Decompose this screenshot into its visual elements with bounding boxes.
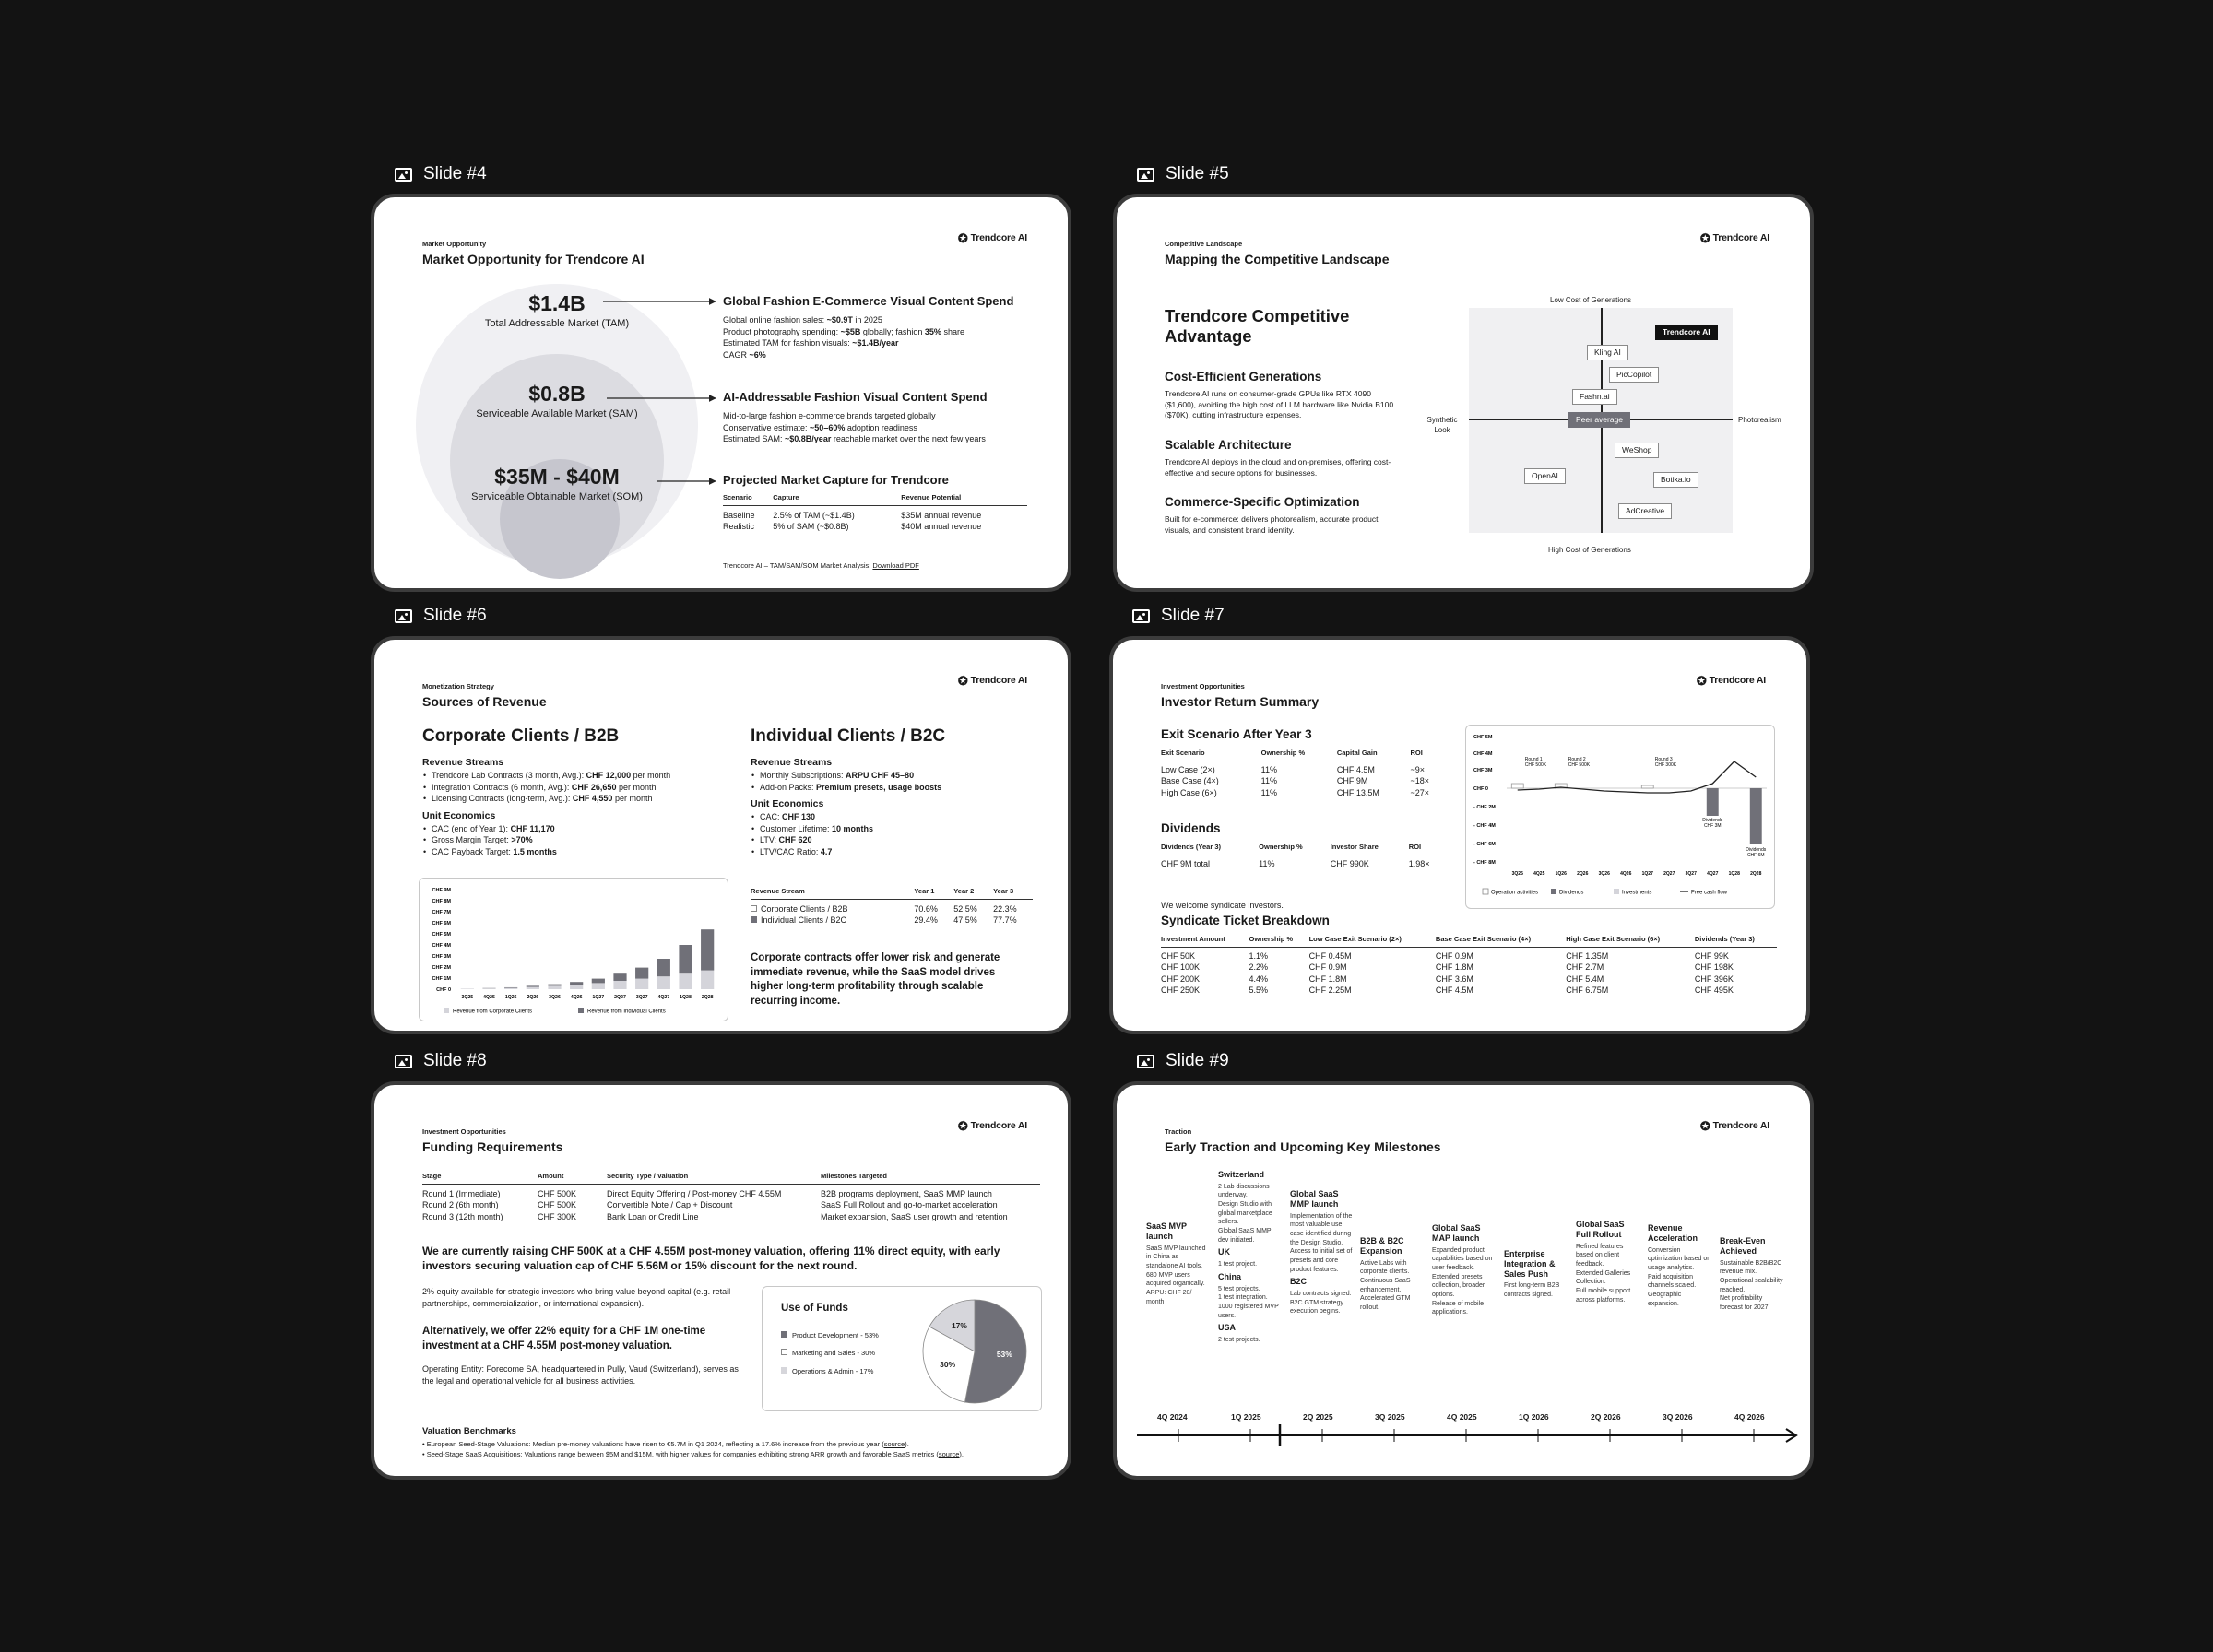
legend-label: Free cash flow <box>1691 890 1728 896</box>
syndicate-heading: Syndicate Ticket Breakdown <box>1161 914 1330 927</box>
y-tick-label: CHF 2M <box>432 965 451 971</box>
legend-swatch <box>1551 889 1556 894</box>
milestone: B2B & B2C Expansion Active Labs with corporate clients. Continuous SaaS enhancement. Accelerated GTM rollout. <box>1360 1236 1411 1311</box>
y-tick-label: - CHF 6M <box>1473 842 1496 847</box>
raise-statement: We are currently raising CHF 500K at a CHF 4.55M post-money valuation, offering 11% direct equity, with early investors securing valuation cap of CHF 5.56M or 15% discount for the next round. <box>422 1245 1000 1273</box>
point-title: Commerce-Specific Optimization <box>1165 495 1360 509</box>
x-tick-label: 2Q28 <box>701 995 714 1000</box>
g1-line-3: Estimated TAM for fashion visuals: ~$1.4B/year <box>723 338 899 348</box>
y-tick-label: CHF 8M <box>432 899 451 904</box>
logo: ✪ Trendcore AI <box>1696 674 1766 689</box>
point-adcreative: AdCreative <box>1618 503 1672 519</box>
b2b-streams-title: Revenue Streams <box>422 757 504 769</box>
x-tick-label: 1Q26 <box>1555 871 1567 877</box>
logo: ✪ Trendcore AI <box>1699 231 1769 246</box>
bar-corporate <box>570 985 583 989</box>
bar-investment <box>1641 785 1653 788</box>
alternative-offer: Alternatively, we offer 22% equity for a CHF 1M one-time investment at a CHF 4.55M post-money valuation. <box>422 1326 706 1351</box>
bar-individual <box>548 985 561 986</box>
bar-corporate <box>461 988 474 989</box>
logo-icon: ✪ <box>957 674 968 689</box>
slide-label-4[interactable]: Slide #4 <box>395 160 487 188</box>
funds-pie <box>917 1294 1032 1409</box>
y-tick-label: CHF 5M <box>432 932 451 938</box>
b2b-heading: Corporate Clients / B2B <box>422 726 620 746</box>
dividend-annotation: Dividends CHF 6M <box>1746 847 1767 858</box>
legend-label: Operation activities <box>1491 890 1539 896</box>
legend-label: Revenue from Corporate Clients <box>453 1009 533 1015</box>
logo-icon: ✪ <box>1699 1119 1710 1134</box>
x-tick-label: 1Q26 <box>504 995 517 1000</box>
source-link[interactable]: source <box>883 1440 905 1448</box>
pie-label: 30% <box>940 1359 956 1369</box>
x-tick-label: 4Q26 <box>570 995 583 1000</box>
positioning-map <box>1469 308 1733 533</box>
legend-swatch <box>781 1367 787 1374</box>
milestone: Global SaaS MAP launch Expanded product capabilities based on user feedback. Extended presets collection, broader options. Release of mobile applications. <box>1432 1223 1493 1316</box>
bar-individual <box>701 929 714 970</box>
y-tick-label: - CHF 2M <box>1473 805 1496 810</box>
bar-individual <box>592 979 605 984</box>
quarter-label: 4Q 2024 <box>1157 1412 1188 1422</box>
y-tick-label: CHF 9M <box>432 888 451 893</box>
footnote: Trendcore AI – TAM/SAM/SOM Market Analysis: Download PDF <box>723 561 919 570</box>
y-tick-label: CHF 4M <box>1473 751 1493 757</box>
legend-label: Investments <box>1622 890 1652 896</box>
y-tick-label: - CHF 4M <box>1473 823 1496 829</box>
point-title: Cost-Efficient Generations <box>1165 370 1322 384</box>
point-title: Scalable Architecture <box>1165 438 1292 452</box>
bar-individual <box>570 982 583 985</box>
benchmarks-heading: Valuation Benchmarks <box>422 1426 516 1436</box>
image-icon <box>1137 168 1154 182</box>
fund-item: Marketing and Sales - 30% <box>781 1349 879 1358</box>
bar-corporate <box>679 974 692 989</box>
image-icon <box>395 1055 412 1068</box>
kicker: Investment Opportunities <box>1161 682 1245 690</box>
image-icon <box>395 609 412 623</box>
cashflow-chart-svg <box>1466 726 1774 908</box>
syndicate-table: Investment Amount Ownership % Low Case Exit Scenario (2×) Base Case Exit Scenario (4×) High Case Exit Scenario (6×) Dividends (Year 3) CHF 50K 1.1% CHF 0.45M CHF 0.9M CHF 1.35M CHF 99K CHF 100K 2.2% CHF 0.9M CHF 1.8M CHF 2.7M CHF 198K CHF 200K 4.4% CHF 1.8M CHF 3.6M CHF 5.4M CHF 396K CHF 250K 5.5% CHF 2.25M CHF 4.5M CHF 6.75M CHF 495K <box>1161 935 1777 997</box>
slide-9[interactable] <box>1113 1081 1814 1480</box>
legend-swatch <box>444 1008 449 1013</box>
kicker: Monetization Strategy <box>422 682 494 690</box>
milestone: Global SaaS MMP launch Implementation of the most valuable use case identified during the Design Studio. Access to initial set of presets and core product features. B2C Lab contracts signed. B2C GTM strategy execution begins. <box>1290 1189 1353 1316</box>
bar-corporate <box>527 987 539 989</box>
revenue-chart <box>419 878 728 1021</box>
image-icon <box>1137 1055 1154 1068</box>
x-tick-label: 4Q27 <box>657 995 670 1000</box>
slide-title: Investor Return Summary <box>1161 694 1320 709</box>
bar-dividend <box>1707 788 1719 816</box>
benchmarks-list: • European Seed-Stage Valuations: Median pre-money valuations have risen to €5.7M in Q1 2024, reflecting a 17.6% increase from the previous year (source). • Seed-Stage SaaS Acquisitions: Valuations range between $5M and $15M, with higher values for companies exhibiting strong ARR growth and favorable SaaS metrics (source). <box>422 1440 964 1459</box>
b2b-streams: • Trendcore Lab Contracts (3 month, Avg.): CHF 12,000 per month • Integration Contracts (6 month, Avg.): CHF 26,650 per month • Licensing Contracts (long-term, Avg.): CHF 4,550 per month <box>422 770 727 805</box>
quarter-label: 2Q 2025 <box>1303 1412 1333 1422</box>
slide-label-8[interactable]: Slide #8 <box>395 1047 487 1075</box>
legend-swatch <box>781 1331 787 1338</box>
point-weshop: WeShop <box>1615 442 1659 458</box>
revenue-summary: Corporate contracts offer lower risk and generate immediate revenue, while the SaaS model drives higher long-term profitability through scalable recurring income. <box>751 952 1000 1007</box>
logo: ✪ Trendcore AI <box>1699 1119 1769 1134</box>
legend-swatch <box>1614 889 1619 894</box>
bar-corporate <box>482 988 495 989</box>
quarter-label: 4Q 2025 <box>1447 1412 1477 1422</box>
bar-corporate <box>613 981 626 989</box>
logo-icon: ✪ <box>1696 674 1707 689</box>
x-tick-label: 4Q27 <box>1707 871 1719 877</box>
logo: ✪ Trendcore AI <box>957 674 1027 689</box>
kicker: Traction <box>1165 1127 1192 1136</box>
b2b-unit: • CAC (end of Year 1): CHF 11,170 • Gross Margin Target: >70% • CAC Payback Target: 1.5 months <box>422 823 727 858</box>
milestone: SaaS MVP launch SaaS MVP launched in China as standalone AI tools. 680 MVP users acquired organically. ARPU: CHF 20/ month <box>1146 1221 1206 1305</box>
bar-dividend <box>1750 788 1762 844</box>
bar-individual <box>504 987 517 988</box>
logo: ✪ Trendcore AI <box>957 1119 1027 1134</box>
g1-line-1: Global online fashion sales: ~$0.9T in 2025 <box>723 315 882 325</box>
bar-corporate <box>592 983 605 989</box>
x-tick-label: 3Q27 <box>1685 871 1697 877</box>
slide-8[interactable] <box>371 1081 1071 1480</box>
dividends-heading: Dividends <box>1161 821 1221 835</box>
point-peer-average: Peer average <box>1568 412 1630 428</box>
kicker: Market Opportunity <box>422 240 487 248</box>
b2c-streams-title: Revenue Streams <box>751 757 833 769</box>
y-tick-label: - CHF 8M <box>1473 860 1496 866</box>
axis-label-bottom: High Cost of Generations <box>1548 546 1631 554</box>
syndicate-note: We welcome syndicate investors. <box>1161 901 1284 910</box>
point-piccopilot: PicCopilot <box>1609 367 1659 383</box>
y-tick-label: CHF 0 <box>436 987 451 993</box>
point-text: Built for e-commerce: delivers photorealism, accurate product visuals, and consistent brand identity. <box>1165 513 1379 535</box>
x-tick-label: 1Q28 <box>680 995 692 1000</box>
kicker: Competitive Landscape <box>1165 240 1243 248</box>
slide-label-9[interactable]: Slide #9 <box>1137 1047 1229 1075</box>
milestone: Enterprise Integration & Sales Push First long-term B2B contracts signed. <box>1504 1249 1560 1299</box>
image-icon <box>1132 609 1150 623</box>
bar-corporate <box>701 971 714 989</box>
logo-icon: ✪ <box>1699 231 1710 246</box>
bar-individual <box>527 985 539 986</box>
quarter-label: 2Q 2026 <box>1591 1412 1621 1422</box>
bar-corporate <box>635 979 648 989</box>
som-label: Serviceable Obtainable Market (SOM) <box>471 491 643 503</box>
group-title: AI-Addressable Fashion Visual Content Spend <box>723 390 988 404</box>
bar-individual <box>657 959 670 976</box>
g1-line-4: CAGR ~6% <box>723 349 766 360</box>
point-botika: Botika.io <box>1653 472 1698 488</box>
point-trendcore: Trendcore AI <box>1655 324 1718 340</box>
milestone: Revenue Acceleration Conversion optimization based on usage analytics. Paid acquisition channels scaled. Geographic expansion. <box>1648 1223 1711 1307</box>
x-tick-label: 2Q26 <box>1577 871 1589 877</box>
legend-swatch <box>751 905 757 912</box>
legend-label: Revenue from Individual Clients <box>587 1009 666 1015</box>
kicker: Investment Opportunities <box>422 1127 506 1136</box>
logo: ✪ Trendcore AI <box>957 231 1027 246</box>
point-kling: Kling AI <box>1587 345 1628 360</box>
b2b-unit-title: Unit Economics <box>422 809 496 821</box>
slide-label-6[interactable]: Slide #6 <box>395 602 487 630</box>
slide-title: Market Opportunity for Trendcore AI <box>422 252 645 266</box>
axis-label-left: Synthetic Look <box>1426 416 1458 435</box>
bar-corporate <box>657 976 670 989</box>
point-text: Trendcore AI deploys in the cloud and on-premises, offering cost-effective and secure options for businesses. <box>1165 456 1391 478</box>
y-tick-label: CHF 6M <box>432 921 451 926</box>
dividend-annotation: Dividends CHF 3M <box>1702 818 1723 829</box>
x-tick-label: 4Q25 <box>1533 871 1545 877</box>
point-text: Trendcore AI runs on consumer-grade GPUs like RTX 4090 ($1,600), avoiding the high cost of LLM hardware like Nvidia B100 ($70K), cutting infrastructure expenses. <box>1165 388 1394 420</box>
y-tick-label: CHF 3M <box>432 954 451 960</box>
advantage-heading: Trendcore Competitive Advantage <box>1165 306 1350 347</box>
pie-label: 17% <box>951 1321 967 1331</box>
strategic-note: 2% equity available for strategic investors who bring value beyond capital (e.g. retail partnerships, commercialization, or international expansion). <box>422 1287 731 1308</box>
som-value: $35M - $40M <box>494 465 620 489</box>
slide-title: Funding Requirements <box>422 1139 563 1154</box>
x-tick-label: 3Q27 <box>635 995 648 1000</box>
x-tick-label: 2Q27 <box>614 995 626 1000</box>
milestone: Break-Even Achieved Sustainable B2B/B2C revenue mix. Operational scalability reached. Net profitability forecast for 2027. <box>1720 1236 1783 1311</box>
quarter-label: 4Q 2026 <box>1734 1412 1765 1422</box>
point-fashn: Fashn.ai <box>1572 389 1617 405</box>
milestone: Switzerland 2 Lab discussions underway. Design Studio with global marketplace sellers. Global SaaS MMP dev initiated. UK 1 test project. China 5 test projects. 1 test integration. 1000 registered MVP users. USA 2 test projects. <box>1218 1170 1279 1344</box>
slide-title: Sources of Revenue <box>422 694 547 709</box>
capture-table: Scenario Capture Revenue Potential Baseline 2.5% of TAM (~$1.4B) $35M annual revenue Realistic 5% of SAM (~$0.8B) $40M annual revenue <box>723 493 1027 533</box>
fund-item: Product Development - 53% <box>781 1331 879 1340</box>
g2-line-1: Mid-to-large fashion e-commerce brands targeted globally <box>723 411 936 421</box>
x-tick-label: 4Q26 <box>1620 871 1632 877</box>
tam-label: Total Addressable Market (TAM) <box>484 318 630 330</box>
x-tick-label: 2Q28 <box>1750 871 1762 877</box>
axis-label-top: Low Cost of Generations <box>1550 296 1632 304</box>
milestone: Global SaaS Full Rollout Refined features based on client feedback. Extended Galleries Collection. Full mobile support across platforms. <box>1576 1220 1631 1304</box>
bar-investment <box>1511 784 1523 788</box>
bar-corporate <box>504 988 517 989</box>
x-tick-label: 3Q25 <box>1511 871 1523 877</box>
slide-7[interactable] <box>1109 636 1810 1034</box>
slide-title: Mapping the Competitive Landscape <box>1165 252 1390 266</box>
logo-icon: ✪ <box>957 1119 968 1134</box>
operating-entity: Operating Entity: Forecome SA, headquartered in Pully, Vaud (Switzerland), serves as the legal and operational vehicle for all business activities. <box>422 1364 739 1386</box>
quarter-label: 3Q 2025 <box>1375 1412 1405 1422</box>
slide-5[interactable] <box>1113 194 1814 592</box>
legend-swatch <box>578 1008 584 1013</box>
x-tick-label: 4Q25 <box>483 995 495 1000</box>
y-tick-label: CHF 0 <box>1473 786 1488 792</box>
logo-icon: ✪ <box>957 231 968 246</box>
x-tick-label: 3Q26 <box>1598 871 1610 877</box>
cashflow-chart <box>1465 725 1775 909</box>
x-tick-label: 2Q27 <box>1663 871 1675 877</box>
image-icon <box>395 168 412 182</box>
source-link[interactable]: source <box>938 1450 960 1459</box>
round-annotation: Round 3 CHF 300K <box>1654 757 1677 768</box>
slide-6[interactable] <box>371 636 1071 1034</box>
bar-corporate <box>548 985 561 989</box>
bar-individual <box>635 968 648 979</box>
round-annotation: Round 1 CHF 500K <box>1524 757 1547 768</box>
y-tick-label: CHF 3M <box>1473 768 1493 773</box>
group-title: Projected Market Capture for Trendcore <box>723 473 949 487</box>
g2-line-2: Conservative estimate: ~50–60% adoption readiness <box>723 422 917 432</box>
sam-value: $0.8B <box>528 382 586 406</box>
slide-title: Early Traction and Upcoming Key Milestones <box>1165 1139 1441 1154</box>
b2c-heading: Individual Clients / B2C <box>751 726 946 746</box>
use-of-funds-card <box>762 1286 1042 1411</box>
legend-swatch <box>781 1349 787 1355</box>
bar-individual <box>679 945 692 974</box>
slide-4[interactable] <box>371 194 1071 592</box>
tam-value: $1.4B <box>528 291 586 315</box>
exit-table: Exit Scenario Ownership % Capital Gain ROI Low Case (2×) 11% CHF 4.5M ~9× Base Case (4×) 11% CHF 9M ~18× High Case (6×) 11% CHF 13.5M ~27× <box>1161 749 1443 798</box>
group-title: Global Fashion E-Commerce Visual Content Spend <box>723 294 1014 308</box>
x-tick-label: 1Q27 <box>1641 871 1653 877</box>
x-tick-label: 3Q25 <box>461 995 474 1000</box>
slide-label-7[interactable]: Slide #7 <box>1132 602 1225 630</box>
b2c-unit-title: Unit Economics <box>751 798 824 810</box>
b2c-streams: • Monthly Subscriptions: ARPU CHF 45–80 • Add-on Packs: Premium presets, usage boosts <box>751 770 1046 793</box>
round-annotation: Round 2 CHF 500K <box>1568 757 1591 768</box>
exit-heading: Exit Scenario After Year 3 <box>1161 727 1312 741</box>
point-openai: OpenAI <box>1524 468 1566 484</box>
bar-individual <box>613 974 626 981</box>
dividends-table: Dividends (Year 3) Ownership % Investor Share ROI CHF 9M total 11% CHF 990K 1.98× <box>1161 843 1443 869</box>
download-pdf-link[interactable]: Download PDF <box>872 561 919 570</box>
x-tick-label: 1Q27 <box>592 995 605 1000</box>
funding-table: Stage Amount Security Type / Valuation Milestones Targeted Round 1 (Immediate) CHF 500K Direct Equity Offering / Post-money CHF 4.55M B2B programs deployment, SaaS MMP launch Round 2 (6th month) CHF 500K Convertible Note / Cap + Discount SaaS Full Rollout and go-to-market acceleration Round 3 (12th month) CHF 300K Bank Loan or Credit Line Market expansion, SaaS user growth and retention <box>422 1172 1040 1222</box>
revenue-split-table: Revenue Stream Year 1 Year 2 Year 3 Corporate Clients / B2B 70.6% 52.5% 22.3% Individual Clients / B2C 29.4% 47.5% 77.7% <box>751 887 1033 926</box>
timeline-axis <box>1117 1085 1814 1480</box>
x-tick-label: 1Q28 <box>1728 871 1740 877</box>
use-of-funds-title: Use of Funds <box>781 1303 848 1314</box>
b2c-unit: • CAC: CHF 130 • Customer Lifetime: 10 months • LTV: CHF 620 • LTV/CAC Ratio: 4.7 <box>751 811 1046 857</box>
fund-item: Operations & Admin - 17% <box>781 1367 879 1376</box>
legend-swatch <box>1483 889 1488 894</box>
revenue-chart-svg <box>420 879 728 1021</box>
g1-line-2: Product photography spending: ~$5B globally; fashion 35% share <box>723 326 964 336</box>
slide-label-5[interactable]: Slide #5 <box>1137 160 1229 188</box>
quarter-label: 1Q 2025 <box>1231 1412 1261 1422</box>
y-tick-label: CHF 1M <box>432 976 451 982</box>
pie-label: 53% <box>996 1350 1012 1360</box>
axis-label-right: Photorealism <box>1738 416 1781 424</box>
quarter-label: 1Q 2026 <box>1519 1412 1549 1422</box>
sam-label: Serviceable Available Market (SAM) <box>476 408 638 420</box>
legend-label: Dividends <box>1559 890 1584 896</box>
x-tick-label: 2Q26 <box>527 995 539 1000</box>
quarter-label: 3Q 2026 <box>1663 1412 1693 1422</box>
y-tick-label: CHF 5M <box>1473 735 1493 740</box>
y-tick-label: CHF 4M <box>432 943 451 949</box>
g2-line-3: Estimated SAM: ~$0.8B/year reachable market over the next few years <box>723 434 986 444</box>
y-tick-label: CHF 7M <box>432 910 451 915</box>
x-tick-label: 3Q26 <box>549 995 561 1000</box>
legend-swatch <box>751 916 757 923</box>
